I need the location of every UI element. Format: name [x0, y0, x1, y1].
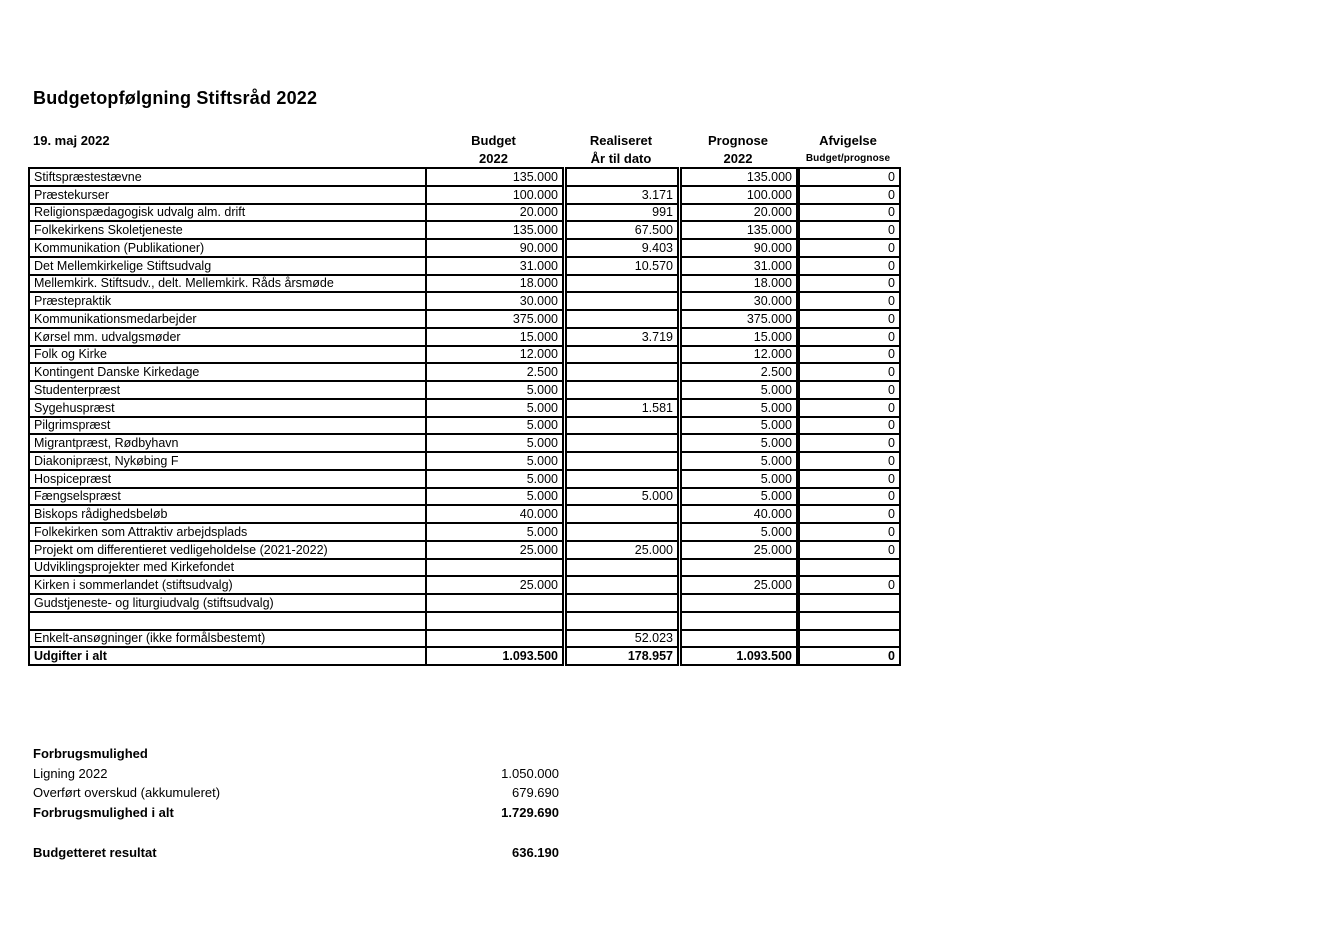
table-row	[29, 399, 900, 417]
realiseret-cell: 3.719	[566, 328, 678, 346]
afvigelse-cell: 0	[799, 239, 900, 257]
summary-value: 679.690	[512, 785, 559, 801]
realiseret-cell: 178.957	[566, 647, 678, 665]
row-label-cell: Det Mellemkirkelige Stiftsudvalg	[29, 257, 426, 275]
prognose-cell: 12.000	[681, 346, 797, 364]
table-row	[29, 363, 900, 381]
budget-cell: 5.000	[426, 488, 563, 506]
column-header-budget-label: Budget	[471, 133, 516, 148]
realiseret-cell: 9.403	[566, 239, 678, 257]
row-label-cell: Præstepraktik	[29, 292, 426, 310]
row-label-cell: Kommunikation (Publikationer)	[29, 239, 426, 257]
realiseret-cell: 1.581	[566, 399, 678, 417]
row-label-cell: Projekt om differentieret vedligeholdelse (2021-2022)	[29, 541, 426, 559]
summary-label: Ligning 2022	[33, 765, 108, 781]
column-header-realiseret-label: Realiseret	[589, 133, 653, 148]
summary-total-line	[33, 803, 559, 823]
budget-cell: 375.000	[426, 310, 563, 328]
prognose-cell: 31.000	[681, 257, 797, 275]
afvigelse-cell: 0	[799, 452, 900, 470]
prognose-cell: 135.000	[681, 168, 797, 186]
table-row	[29, 452, 900, 470]
column-header-budget-sub: 2022	[479, 151, 508, 166]
budget-cell	[426, 630, 563, 648]
realiseret-cell: 5.000	[566, 488, 678, 506]
prognose-cell: 5.000	[681, 434, 797, 452]
prognose-cell: 1.093.500	[681, 647, 797, 665]
realiseret-cell	[566, 275, 678, 293]
prognose-cell	[681, 559, 797, 577]
budget-cell: 135.000	[426, 221, 563, 239]
budget-cell: 5.000	[426, 381, 563, 399]
prognose-cell: 90.000	[681, 239, 797, 257]
row-label-cell: Fængselspræst	[29, 488, 426, 506]
budget-cell: 90.000	[426, 239, 563, 257]
realiseret-cell	[566, 559, 678, 577]
table-row	[29, 257, 900, 275]
budget-cell: 31.000	[426, 257, 563, 275]
budget-cell: 100.000	[426, 186, 563, 204]
column-header-budget	[425, 133, 562, 166]
realiseret-cell	[566, 612, 678, 630]
table-row	[29, 559, 900, 577]
row-label-cell: Udviklingsprojekter med Kirkefondet	[29, 559, 426, 577]
row-label-cell: Stiftspræstestævne	[29, 168, 426, 186]
result-value: 636.190	[512, 844, 559, 860]
column-header-realiseret	[565, 133, 677, 166]
afvigelse-cell: 0	[799, 328, 900, 346]
budget-cell	[426, 594, 563, 612]
prognose-cell: 5.000	[681, 452, 797, 470]
budget-table-body	[29, 168, 900, 665]
budget-cell	[426, 612, 563, 630]
row-label-cell: Hospicepræst	[29, 470, 426, 488]
table-row	[29, 541, 900, 559]
budget-cell: 5.000	[426, 452, 563, 470]
table-row	[29, 186, 900, 204]
budget-cell: 40.000	[426, 505, 563, 523]
prognose-cell: 15.000	[681, 328, 797, 346]
realiseret-cell: 10.570	[566, 257, 678, 275]
afvigelse-cell: 0	[799, 381, 900, 399]
realiseret-cell	[566, 346, 678, 364]
realiseret-cell	[566, 168, 678, 186]
column-header-prognose-sub: 2022	[723, 151, 753, 166]
row-label-cell: Enkelt-ansøgninger (ikke formålsbestemt)	[29, 630, 426, 648]
row-label-cell: Kirken i sommerlandet (stiftsudvalg)	[29, 576, 426, 594]
prognose-cell: 5.000	[681, 523, 797, 541]
row-label-cell: Kontingent Danske Kirkedage	[29, 363, 426, 381]
realiseret-cell	[566, 434, 678, 452]
prognose-cell: 40.000	[681, 505, 797, 523]
prognose-cell: 2.500	[681, 363, 797, 381]
table-row	[29, 292, 900, 310]
prognose-cell: 30.000	[681, 292, 797, 310]
afvigelse-cell: 0	[799, 221, 900, 239]
table-row	[29, 488, 900, 506]
prognose-cell	[681, 630, 797, 648]
row-label-cell: Gudstjeneste- og liturgiudvalg (stiftsudvalg)	[29, 594, 426, 612]
row-label-cell: Folk og Kirke	[29, 346, 426, 364]
summary-heading-line	[33, 744, 559, 764]
budget-result-line	[33, 842, 559, 862]
column-header-afvigelse	[797, 133, 899, 167]
realiseret-cell	[566, 470, 678, 488]
budget-table	[28, 167, 901, 666]
summary-spacer	[33, 822, 559, 842]
afvigelse-cell	[799, 594, 900, 612]
row-label-cell: Sygehuspræst	[29, 399, 426, 417]
afvigelse-cell: 0	[799, 541, 900, 559]
afvigelse-cell: 0	[799, 523, 900, 541]
row-label-cell: Diakonipræst, Nykøbing F	[29, 452, 426, 470]
row-label-cell: Pilgrimspræst	[29, 417, 426, 435]
table-row	[29, 594, 900, 612]
table-row	[29, 221, 900, 239]
summary-heading: Forbrugsmulighed	[33, 746, 148, 762]
afvigelse-cell: 0	[799, 310, 900, 328]
prognose-cell: 5.000	[681, 399, 797, 417]
prognose-cell: 100.000	[681, 186, 797, 204]
report-date: 19. maj 2022	[33, 133, 110, 148]
realiseret-cell	[566, 505, 678, 523]
page-title: Budgetopfølgning Stiftsråd 2022	[33, 88, 318, 108]
prognose-cell: 375.000	[681, 310, 797, 328]
afvigelse-cell: 0	[799, 292, 900, 310]
budget-cell	[426, 559, 563, 577]
afvigelse-cell: 0	[799, 363, 900, 381]
prognose-cell: 25.000	[681, 541, 797, 559]
table-row	[29, 168, 900, 186]
budget-cell: 18.000	[426, 275, 563, 293]
summary-section	[33, 744, 559, 862]
afvigelse-cell: 0	[799, 505, 900, 523]
budget-cell: 2.500	[426, 363, 563, 381]
summary-line	[33, 783, 559, 803]
afvigelse-cell: 0	[799, 257, 900, 275]
table-row	[29, 310, 900, 328]
table-row	[29, 434, 900, 452]
realiseret-cell: 25.000	[566, 541, 678, 559]
column-header-afvigelse-label: Afvigelse	[819, 133, 877, 148]
prognose-cell	[681, 612, 797, 630]
afvigelse-cell: 0	[799, 417, 900, 435]
table-row	[29, 523, 900, 541]
afvigelse-cell: 0	[799, 576, 900, 594]
budget-cell: 12.000	[426, 346, 563, 364]
row-label-cell: Biskops rådighedsbeløb	[29, 505, 426, 523]
summary-value: 1.729.690	[501, 805, 559, 821]
row-label-cell: Religionspædagogisk udvalg alm. drift	[29, 204, 426, 222]
table-row	[29, 647, 900, 665]
realiseret-cell	[566, 363, 678, 381]
afvigelse-cell: 0	[799, 399, 900, 417]
prognose-cell: 5.000	[681, 470, 797, 488]
prognose-cell: 5.000	[681, 417, 797, 435]
result-label: Budgetteret resultat	[33, 844, 157, 860]
column-header-realiseret-sub: År til dato	[590, 151, 652, 166]
table-row	[29, 505, 900, 523]
budget-cell: 25.000	[426, 541, 563, 559]
afvigelse-cell: 0	[799, 186, 900, 204]
row-label-cell: Kørsel mm. udvalgsmøder	[29, 328, 426, 346]
afvigelse-cell: 0	[799, 346, 900, 364]
row-label-cell	[29, 612, 426, 630]
prognose-cell: 25.000	[681, 576, 797, 594]
budget-cell: 5.000	[426, 399, 563, 417]
realiseret-cell: 3.171	[566, 186, 678, 204]
budget-cell: 20.000	[426, 204, 563, 222]
table-row	[29, 417, 900, 435]
realiseret-cell: 991	[566, 204, 678, 222]
table-row	[29, 470, 900, 488]
budget-cell: 5.000	[426, 434, 563, 452]
row-label-cell: Studenterpræst	[29, 381, 426, 399]
budget-cell: 15.000	[426, 328, 563, 346]
afvigelse-cell	[799, 612, 900, 630]
row-label-cell: Mellemkirk. Stiftsudv., delt. Mellemkirk. Råds årsmøde	[29, 275, 426, 293]
budget-cell: 1.093.500	[426, 647, 563, 665]
afvigelse-cell	[799, 559, 900, 577]
budget-cell: 5.000	[426, 417, 563, 435]
realiseret-cell	[566, 452, 678, 470]
budget-cell: 30.000	[426, 292, 563, 310]
prognose-cell: 20.000	[681, 204, 797, 222]
prognose-cell	[681, 594, 797, 612]
row-label-cell: Præstekurser	[29, 186, 426, 204]
afvigelse-cell	[799, 630, 900, 648]
table-row	[29, 346, 900, 364]
realiseret-cell	[566, 381, 678, 399]
realiseret-cell	[566, 417, 678, 435]
table-row	[29, 576, 900, 594]
budget-cell: 5.000	[426, 470, 563, 488]
summary-label: Overført overskud (akkumuleret)	[33, 785, 221, 801]
table-row	[29, 275, 900, 293]
budget-cell: 25.000	[426, 576, 563, 594]
prognose-cell: 18.000	[681, 275, 797, 293]
column-header-prognose-label: Prognose	[708, 133, 768, 148]
realiseret-cell: 52.023	[566, 630, 678, 648]
afvigelse-cell: 0	[799, 647, 900, 665]
row-label-cell: Kommunikationsmedarbejder	[29, 310, 426, 328]
realiseret-cell	[566, 310, 678, 328]
column-header-afvigelse-sub: Budget/prognose	[805, 153, 891, 164]
summary-value: 1.050.000	[501, 765, 559, 781]
realiseret-cell	[566, 523, 678, 541]
budget-cell: 5.000	[426, 523, 563, 541]
table-row	[29, 612, 900, 630]
summary-label: Forbrugsmulighed i alt	[33, 805, 174, 821]
table-row	[29, 328, 900, 346]
realiseret-cell	[566, 594, 678, 612]
afvigelse-cell: 0	[799, 275, 900, 293]
realiseret-cell	[566, 292, 678, 310]
row-label-cell: Migrantpræst, Rødbyhavn	[29, 434, 426, 452]
realiseret-cell: 67.500	[566, 221, 678, 239]
afvigelse-cell: 0	[799, 168, 900, 186]
table-row	[29, 630, 900, 648]
prognose-cell: 5.000	[681, 381, 797, 399]
table-row	[29, 239, 900, 257]
afvigelse-cell: 0	[799, 434, 900, 452]
afvigelse-cell: 0	[799, 470, 900, 488]
prognose-cell: 135.000	[681, 221, 797, 239]
afvigelse-cell: 0	[799, 204, 900, 222]
row-label-cell: Folkekirkens Skoletjeneste	[29, 221, 426, 239]
budget-cell: 135.000	[426, 168, 563, 186]
summary-line	[33, 764, 559, 784]
afvigelse-cell: 0	[799, 488, 900, 506]
row-label-cell: Folkekirken som Attraktiv arbejdsplads	[29, 523, 426, 541]
table-row	[29, 381, 900, 399]
row-label-cell: Udgifter i alt	[29, 647, 426, 665]
column-header-prognose	[680, 133, 796, 166]
table-row	[29, 204, 900, 222]
realiseret-cell	[566, 576, 678, 594]
prognose-cell: 5.000	[681, 488, 797, 506]
